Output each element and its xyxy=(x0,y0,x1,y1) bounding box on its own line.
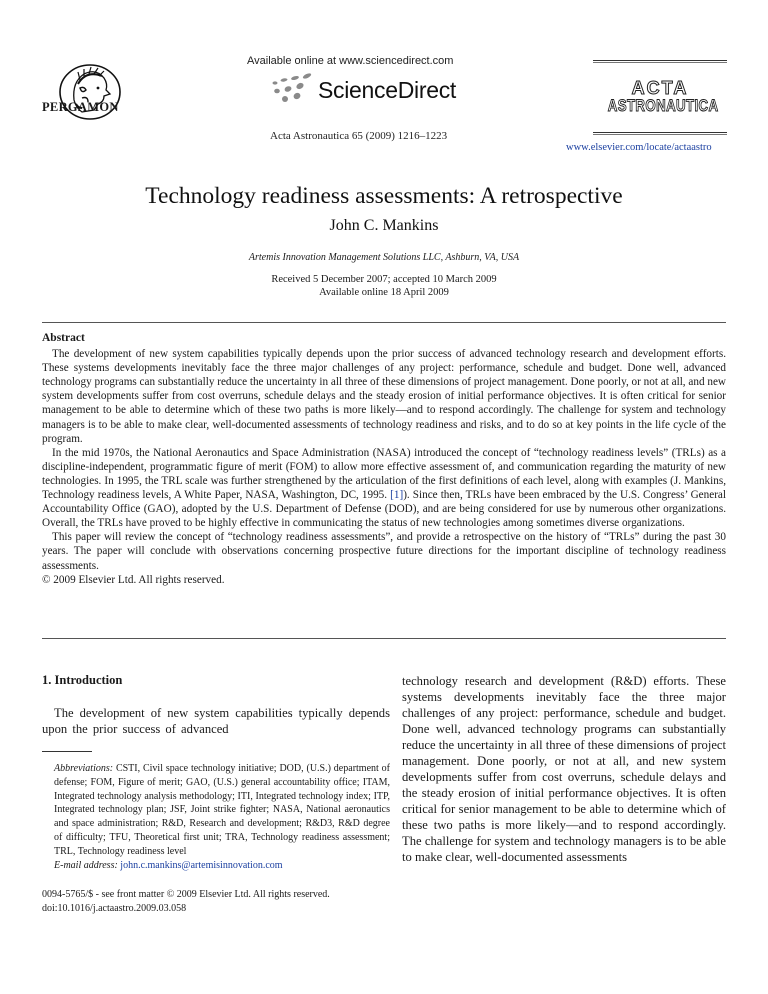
received-date: Received 5 December 2007; accepted 10 March 2009 xyxy=(271,274,497,285)
abstract-rule-top xyxy=(42,322,726,323)
abbreviations-footnote: Abbreviations: CSTI, Civil space technology initiative; DOD, (U.S.) department of defense; FOM, Figure of merit; GAO, (U.S.) general accountability office; ITAM, Integrated technology analysis methodology; ITI, Integrated technology index; ITP, Integrated technology plan; JSF, Joint strike fighter; NASA, National aeronautics and space administration; R&D, Research and development; R&D3, R&D degree of difficulty; TFU, Theoretical first unit; TRA, Technology readiness assessment; TRL, Technology readiness level xyxy=(54,763,390,857)
article-dates xyxy=(0,273,768,299)
abstract-paragraph-2: In the mid 1970s, the National Aeronautics and Space Administration (NASA) introduced the concept of “technology readiness levels” (TRLs) as a discipline-independent, programmatic figure of merit (FOM) to allow more effective assessment of, and communication regarding the maturity of new technologies. In 1995, the TRL scale was further strengthened by the articulation of the first definitions of each level, along with examples (J. Mankins, Technology readiness levels, A White Paper, NASA, Washington, DC, 1995. [1]). Since then, TRLs have been embraced by the U.S. Congress’ General Accountability Office (GAO), adopted by the U.S. Department of Defense (DOD), and are being considered for use by numerous other organizations. Overall, the TRLs have proved to be highly effective in communicating the status of new technologies among sometimes diverse organizations. xyxy=(42,446,727,530)
email-footnote: E-mail address: john.c.mankins@artemisinnovation.com xyxy=(54,859,283,871)
journal-logo-line1: ACTA xyxy=(631,78,689,98)
doi-line: doi:10.1016/j.actaastro.2009.03.058 xyxy=(42,902,187,914)
abstract-section xyxy=(42,331,726,587)
available-online-text: Available online at www.sciencedirect.com xyxy=(247,55,454,67)
sciencedirect-dots-icon xyxy=(271,72,319,106)
left-column xyxy=(42,673,390,915)
abstract-heading: Abstract xyxy=(42,332,85,344)
journal-logo-line2: ASTRONAUTICA xyxy=(607,96,719,115)
issn-line: 0094-5765/$ - see front matter © 2009 Elsevier Ltd. All rights reserved. xyxy=(42,889,330,901)
author-email-link[interactable]: john.c.mankins@artemisinnovation.com xyxy=(120,859,283,871)
footnote-rule xyxy=(42,751,92,752)
section-heading-introduction: 1. Introduction xyxy=(42,673,123,687)
journal-logo xyxy=(593,80,727,114)
article-title: Technology readiness assessments: A retrospective xyxy=(145,183,623,209)
citation-link[interactable]: [1] xyxy=(390,489,404,502)
available-online-date: Available online 18 April 2009 xyxy=(319,287,449,298)
intro-paragraph-right: technology research and development (R&D) efforts. These systems developments inevitably face the three major challenges of any project: performance, schedule and budget. Done well, advanced technology programs can substantially reduce the uncertainty in all three of these dimensions of project management. Done poorly, or not at all, and new system developments suffer from cost overruns, schedule delays and the steady erosion of initial performance objectives. It is often critical for senior management to be able to determine which of these two paths is more likely—and to respond accordingly. The challenge for system and technology managers is to be able to make clear, well-documented assessments xyxy=(402,674,726,864)
article-author: John C. Mankins xyxy=(329,217,439,234)
journal-logo-rule-top xyxy=(593,60,727,63)
publisher-name: PERGAMON xyxy=(42,100,119,114)
abstract-rule-bottom xyxy=(42,638,726,639)
journal-url-link[interactable]: www.elsevier.com/locate/actaastro xyxy=(566,142,712,153)
pergamon-logo-icon xyxy=(58,58,122,130)
journal-logo-rule-bottom xyxy=(593,132,727,135)
abstract-paragraph-3: This paper will review the concept of “technology readiness assessments”, and provide a retrospective on the history of “TRLs” during the past 30 years. The paper will conclude with observations concerning prospective future directions for the important discipline of technology readiness assessments. xyxy=(42,531,726,572)
abstract-paragraph-1: The development of new system capabilities typically depends upon the prior success of advanced technology research and development efforts. These systems developments inevitably face the three major challenges of any project: performance, schedule and budget. Done well, advanced technology programs can substantially reduce the uncertainty in all three of these dimensions of project management. Done poorly, or not at all, and new system developments suffer from cost overruns, schedule delays and the steady erosion of initial performance objectives. It is often critical for senior management to be able to determine which of these two paths is more likely—and to respond accordingly. The challenge for system and technology managers is to be able to make clear, well-documented assessments of technology readiness and risks, and to do so at key points in the life cycle of the program. xyxy=(42,348,726,445)
front-matter xyxy=(42,888,390,915)
abstract-copyright: © 2009 Elsevier Ltd. All rights reserved. xyxy=(42,573,225,586)
right-column xyxy=(402,673,726,865)
author-affiliation: Artemis Innovation Management Solutions LLC, Ashburn, VA, USA xyxy=(248,252,520,263)
sciencedirect-brand: ScienceDirect xyxy=(318,77,456,103)
footnote xyxy=(42,762,390,872)
journal-reference: Acta Astronautica 65 (2009) 1216–1223 xyxy=(270,130,448,142)
intro-paragraph-left: The development of new system capabilities typically depends upon the prior success of advanced xyxy=(42,706,390,736)
